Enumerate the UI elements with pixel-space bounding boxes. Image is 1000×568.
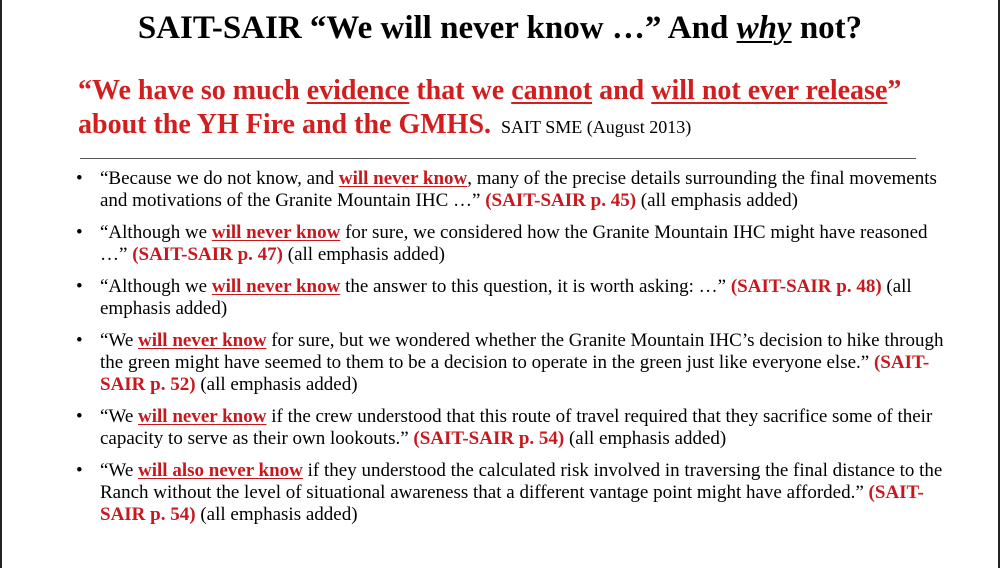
bullet-note: (all emphasis added) bbox=[283, 244, 445, 265]
bullet-note: (all emphasis added) bbox=[195, 504, 358, 525]
divider-rule bbox=[80, 158, 916, 159]
bullet-dot: • bbox=[76, 222, 83, 243]
bullet-citation: (SAIT-SAIR p. 54) bbox=[100, 482, 924, 525]
bullet-emphasis: will never know bbox=[138, 330, 267, 351]
bullet-item bbox=[70, 222, 950, 266]
title-end: not? bbox=[791, 10, 863, 46]
bullet-text: “Although we bbox=[100, 276, 212, 297]
bullet-text: , many of the precise details surrounding the final movements and motivations of the Granite Mountain IHC …” bbox=[100, 168, 937, 211]
bullet-text: for sure, but we wondered whether the Granite Mountain IHC’s decision to hike through the green might have seemed to them to be a decision to operate in the green just like everyone else.” bbox=[100, 330, 944, 373]
bullet-citation: (SAIT-SAIR p. 45) bbox=[485, 190, 637, 211]
bullet-emphasis: will never know bbox=[138, 406, 267, 427]
quote-text-4: ” about the YH Fire and the GMHS. bbox=[78, 75, 902, 140]
bullet-text: “Although we bbox=[100, 222, 212, 243]
bullet-item bbox=[70, 276, 950, 320]
slide-title bbox=[0, 8, 1000, 48]
bullet-text: “We bbox=[100, 460, 139, 481]
quote-text-1: “We have so much bbox=[78, 75, 307, 106]
bullet-text: “We bbox=[100, 330, 139, 351]
bullet-item bbox=[70, 460, 950, 526]
quote-underline-will-not-ever-release: will not ever release bbox=[651, 75, 888, 106]
bullet-citation: (SAIT-SAIR p. 54) bbox=[413, 428, 565, 449]
bullet-dot: • bbox=[76, 460, 83, 481]
bullet-text: for sure, we considered how the Granite Mountain IHC might have reasoned …” bbox=[100, 222, 928, 265]
quote-text-2: that we bbox=[409, 75, 512, 106]
quote-text-3: and bbox=[592, 75, 652, 106]
frame-left-edge bbox=[0, 0, 2, 568]
quote-underline-evidence: evidence bbox=[306, 75, 410, 106]
title-why: why bbox=[736, 10, 792, 46]
quote-bullet-list bbox=[70, 168, 950, 536]
bullet-text: if the crew understood that this route of travel required that they sacrifice some of their capacity to serve as their own lookouts.” bbox=[100, 406, 933, 449]
bullet-emphasis: will never know bbox=[211, 222, 341, 243]
bullet-dot: • bbox=[76, 276, 83, 297]
bullet-item bbox=[70, 406, 950, 450]
bullet-dot: • bbox=[76, 168, 83, 189]
bullet-text: “We bbox=[100, 406, 139, 427]
bullet-note: (all emphasis added) bbox=[100, 276, 912, 319]
bullet-text: the answer to this question, it is worth asking: …” bbox=[340, 276, 731, 297]
bullet-citation: (SAIT-SAIR p. 48) bbox=[730, 276, 882, 297]
bullet-text: if they understood the calculated risk involved in traversing the final distance to the Ranch without the level of situational awareness that a different vantage point might have afforded.” bbox=[100, 460, 943, 503]
bullet-dot: • bbox=[76, 330, 83, 351]
bullet-item bbox=[70, 330, 950, 396]
bullet-note: (all emphasis added) bbox=[564, 428, 727, 449]
bullet-citation: (SAIT-SAIR p. 52) bbox=[100, 352, 930, 395]
bullet-emphasis: will never know bbox=[211, 276, 341, 297]
bullet-emphasis: will also never know bbox=[138, 460, 303, 481]
bullet-note: (all emphasis added) bbox=[195, 374, 358, 395]
title-main: SAIT-SAIR “We will never know …” And bbox=[137, 10, 737, 46]
bullet-item bbox=[70, 168, 950, 212]
bullet-dot: • bbox=[76, 406, 83, 427]
bullet-text: “Because we do not know, and bbox=[100, 168, 339, 189]
quote-underline-cannot: cannot bbox=[511, 75, 593, 106]
bullet-note: (all emphasis added) bbox=[636, 190, 799, 211]
headline-quote bbox=[78, 74, 958, 144]
quote-source: SAIT SME (August 2013) bbox=[501, 117, 692, 137]
bullet-citation: (SAIT-SAIR p. 47) bbox=[132, 244, 283, 265]
bullet-emphasis: will never know bbox=[338, 168, 468, 189]
